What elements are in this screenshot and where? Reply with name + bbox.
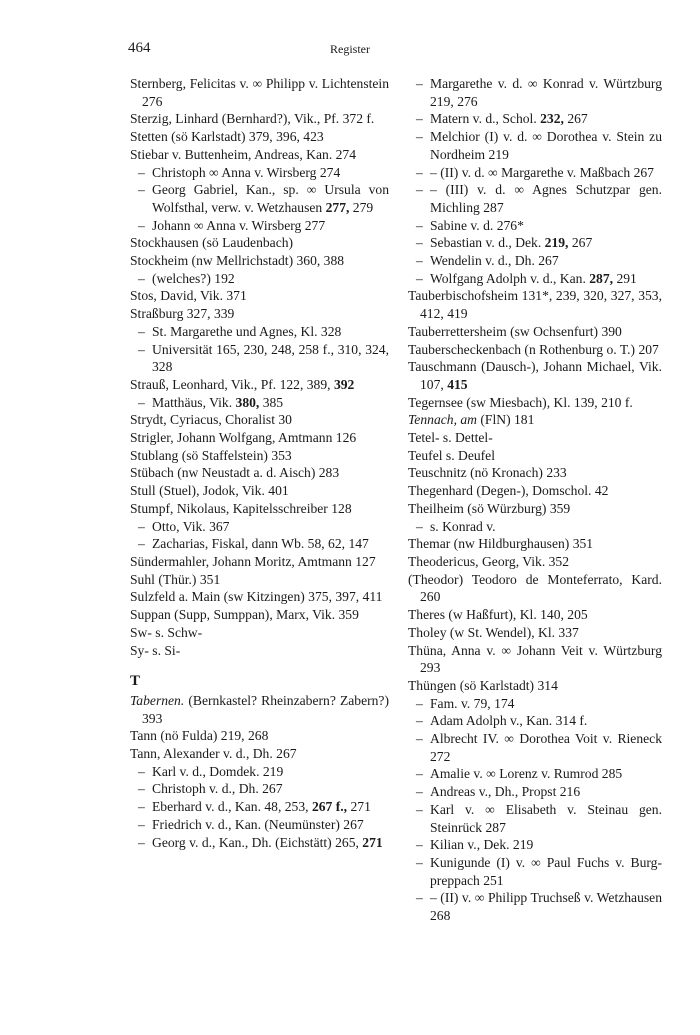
entry-text: – (II) v. d. ∞ Margarethe v. Maßbach 267 — [430, 164, 654, 180]
index-entry — [130, 727, 389, 745]
index-entry — [408, 447, 662, 465]
index-entry — [408, 429, 662, 447]
index-subentry — [130, 394, 389, 412]
bold-page-ref: 219, — [544, 235, 569, 251]
index-entry — [130, 110, 389, 128]
entry-text: (Theodor) Teodoro de Monteferrato, Kard. 260 — [408, 571, 662, 605]
entry-text: (welches?) 192 — [152, 270, 235, 286]
index-entry — [408, 642, 662, 677]
section-letter-heading — [130, 673, 389, 691]
entry-text: 267 — [568, 235, 593, 251]
entry-text: – (III) v. d. ∞ Agnes Schutzpar gen. Michling 287 — [430, 182, 662, 215]
index-entry — [408, 287, 662, 322]
entry-text: Andreas v., Dh., Propst 216 — [430, 784, 581, 800]
entry-text: Wendelin v. d., Dh. 267 — [430, 253, 559, 269]
entry-text: Tann, Alexander v. d., Dh. 267 — [130, 746, 297, 762]
index-subentry — [408, 783, 662, 801]
index-entry — [130, 287, 389, 305]
index-entry — [130, 482, 389, 500]
index-subentry — [408, 164, 662, 182]
entry-text: Tann (nö Fulda) 219, 268 — [130, 728, 269, 744]
index-entry — [408, 411, 662, 429]
entry-text: Stumpf, Nikolaus, Kapitelsschreiber 128 — [130, 500, 352, 516]
bold-page-ref: 232, — [540, 111, 564, 127]
index-column-left — [130, 75, 389, 851]
entry-text: Tholey (w St. Wendel), Kl. 337 — [408, 624, 579, 640]
index-subentry — [130, 798, 389, 816]
bold-page-ref: 267 f., — [311, 799, 348, 815]
entry-text: Stiebar v. Buttenheim, Andreas, Kan. 274 — [130, 146, 357, 162]
entry-text: Adam Adolph v., Kan. 314 f. — [430, 713, 588, 729]
index-entry — [130, 411, 389, 429]
index-entry — [130, 588, 389, 606]
entry-text: Karl v. ∞ Elisabeth v. Steinau gen. Steinrück 287 — [430, 801, 662, 835]
entry-text: Albrecht IV. ∞ Dorothea Voit v. Rieneck 272 — [430, 731, 662, 764]
entry-text: Sebastian v. d., Dek. — [430, 235, 545, 251]
index-subentry — [408, 252, 662, 270]
entry-text: Sy- s. Si- — [130, 642, 181, 658]
entry-text: Karl v. d., Domdek. 219 — [152, 763, 284, 779]
index-subentry — [130, 164, 389, 182]
entry-text: 267 — [563, 111, 588, 127]
entry-text: Theodericus, Georg, Vik. 352 — [408, 553, 570, 569]
index-entry — [130, 429, 389, 447]
index-subentry — [408, 518, 662, 536]
entry-text: Matern v. d., Schol. — [430, 111, 541, 127]
bold-page-ref: 271 — [362, 834, 383, 850]
entry-text: T — [130, 673, 141, 690]
entry-text: Straßburg 327, 339 — [130, 306, 235, 322]
index-entry — [130, 642, 389, 660]
italic-text: Tennach, am — [408, 412, 477, 428]
index-subentry — [408, 889, 662, 924]
entry-text: Sündermahler, Johann Moritz, Amtmann 127 — [130, 553, 376, 569]
entry-text: Thüngen (sö Karlstadt) 314 — [408, 677, 558, 693]
entry-text: Thegenhard (Degen-), Domschol. 42 — [408, 483, 609, 499]
index-subentry — [408, 270, 662, 288]
index-subentry — [130, 518, 389, 536]
index-entry — [408, 464, 662, 482]
entry-text: 291 — [613, 270, 637, 286]
index-subentry — [130, 270, 389, 288]
entry-text: Stull (Stuel), Jodok, Vik. 401 — [130, 483, 289, 499]
entry-text: Margarethe v. d. ∞ Konrad v. Würtzburg 219, 276 — [430, 76, 662, 109]
index-subentry — [130, 834, 389, 852]
entry-text: Thüna, Anna v. ∞ Johann Veit v. Würtzburg 293 — [408, 642, 662, 676]
entry-text: Melchior (I) v. d. ∞ Dorothea v. Stein zu Nordheim 219 — [430, 129, 662, 162]
index-entry — [408, 500, 662, 518]
index-entry — [130, 128, 389, 146]
index-subentry — [408, 217, 662, 235]
entry-text: Themar (nw Hildburghausen) 351 — [408, 536, 594, 552]
index-entry — [130, 745, 389, 763]
index-entry — [130, 447, 389, 465]
bold-page-ref: 277, — [325, 199, 350, 215]
index-subentry — [408, 765, 662, 783]
index-subentry — [408, 836, 662, 854]
entry-text: s. Konrad v. — [430, 518, 496, 534]
index-entry — [408, 358, 662, 393]
entry-text: Stockheim (nw Mellrichstadt) 360, 388 — [130, 253, 345, 269]
entry-text: Georg v. d., Kan., Dh. (Eichstätt) 265, — [152, 834, 363, 850]
entry-text: Tauberscheckenbach (n Rothenburg o. T.) 207 — [408, 341, 659, 357]
entry-text: Zacharias, Fiskal, dann Wb. 58, 62, 147 — [152, 536, 369, 552]
index-entry — [130, 624, 389, 642]
entry-text: Johann ∞ Anna v. Wirsberg 277 — [152, 217, 326, 233]
entry-text: Otto, Vik. 367 — [152, 518, 230, 534]
entry-text: Kilian v., Dek. 219 — [430, 837, 534, 853]
entry-text: Georg Gabriel, Kan., sp. ∞ Ursula von Wolfsthal, verw. v. Wetzhausen — [152, 182, 389, 215]
entry-text: Teuschnitz (nö Kronach) 233 — [408, 465, 567, 481]
entry-text: Stockhausen (sö Laudenbach) — [130, 235, 294, 251]
entry-text: Tauberbischofsheim 131*, 239, 320, 327, 353, 412, 419 — [408, 288, 662, 322]
entry-text: Christoph v. d., Dh. 267 — [152, 781, 283, 797]
index-entry — [408, 624, 662, 642]
index-entry — [408, 341, 662, 359]
index-entry — [130, 376, 389, 394]
index-subentry — [408, 110, 662, 128]
entry-text: Kunigunde (I) v. ∞ Paul Fuchs v. Burgpreppach 251 — [430, 854, 662, 888]
entry-text: Suhl (Thür.) 351 — [130, 571, 221, 587]
index-subentry — [130, 763, 389, 781]
index-entry — [130, 234, 389, 252]
entry-text: Wolfgang Adolph v. d., Kan. — [430, 270, 590, 286]
entry-text: Strigler, Johann Wolfgang, Amtmann 126 — [130, 430, 357, 446]
entry-text: Sabine v. d. 276* — [430, 217, 524, 233]
entry-text: Stübach (nw Neustadt a. d. Aisch) 283 — [130, 465, 340, 481]
entry-text: Tauschmann (Dausch-), Johann Michael, Vik. 107, — [408, 359, 662, 392]
index-subentry — [130, 181, 389, 216]
entry-text: Friedrich v. d., Kan. (Neumünster) 267 — [152, 816, 364, 832]
index-subentry — [408, 854, 662, 889]
entry-text: – (II) v. ∞ Philipp Truchseß v. Wetzhausen 268 — [430, 890, 662, 924]
italic-text: Tabernen. — [130, 692, 185, 708]
entry-text: Sulzfeld a. Main (sw Kitzingen) 375, 397, 411 — [130, 589, 383, 605]
entry-text: Sterzig, Linhard (Bernhard?), Vik., Pf. 372 f. — [130, 111, 375, 127]
entry-text: (Bernkastel? Rheinzabern? Zabern?) 393 — [142, 692, 389, 726]
index-subentry — [408, 75, 662, 110]
page-number: 464 — [128, 40, 151, 56]
index-entry — [130, 500, 389, 518]
entry-text: Tegernsee (sw Miesbach), Kl. 139, 210 f. — [408, 394, 633, 410]
entry-text: Theilheim (sö Würzburg) 359 — [408, 500, 571, 516]
index-entry — [130, 252, 389, 270]
running-head: Register — [330, 42, 370, 56]
index-entry — [408, 482, 662, 500]
index-subentry — [130, 816, 389, 834]
index-subentry — [408, 695, 662, 713]
index-entry — [408, 553, 662, 571]
index-subentry — [408, 234, 662, 252]
index-subentry — [408, 128, 662, 163]
entry-text: Universität 165, 230, 248, 258 f., 310, 324, 328 — [152, 341, 389, 375]
index-subentry — [408, 801, 662, 836]
entry-text: Matthäus, Vik. — [152, 394, 236, 410]
entry-text: Teufel s. Deufel — [408, 447, 495, 463]
entry-text: Theres (w Haßfurt), Kl. 140, 205 — [408, 607, 588, 623]
index-entry — [130, 305, 389, 323]
entry-text: Suppan (Supp, Sumppan), Marx, Vik. 359 — [130, 607, 359, 623]
index-entry — [130, 571, 389, 589]
entry-text: 271 — [347, 799, 371, 815]
entry-text: 279 — [349, 199, 374, 215]
entry-text: Sw- s. Schw- — [130, 624, 203, 640]
entry-text: Stublang (sö Staffelstein) 353 — [130, 447, 292, 463]
index-entry — [130, 692, 389, 727]
entry-text: Sternberg, Felicitas v. ∞ Philipp v. Lichtenstein 276 — [130, 76, 389, 109]
bold-page-ref: 380, — [235, 394, 260, 410]
entry-text: Strauß, Leonhard, Vik., Pf. 122, 389, — [130, 376, 334, 392]
index-subentry — [408, 712, 662, 730]
entry-text: St. Margarethe und Agnes, Kl. 328 — [152, 323, 342, 339]
entry-text: Tetel- s. Dettel- — [408, 430, 493, 446]
entry-text: Christoph ∞ Anna v. Wirsberg 274 — [152, 164, 341, 180]
entry-text: Fam. v. 79, 174 — [430, 695, 515, 711]
bold-page-ref: 287, — [589, 270, 614, 286]
index-entry — [130, 464, 389, 482]
entry-text: Tauberrettersheim (sw Ochsenfurt) 390 — [408, 323, 622, 339]
index-entry — [130, 75, 389, 110]
entry-text: Stetten (sö Karlstadt) 379, 396, 423 — [130, 129, 324, 145]
index-subentry — [130, 323, 389, 341]
index-subentry — [130, 341, 389, 376]
index-entry — [408, 394, 662, 412]
bold-page-ref: 415 — [447, 376, 468, 392]
index-entry — [130, 146, 389, 164]
index-entry — [130, 606, 389, 624]
entry-text: Amalie v. ∞ Lorenz v. Rumrod 285 — [430, 766, 623, 782]
index-entry — [408, 323, 662, 341]
index-column-right — [408, 75, 662, 925]
index-entry — [408, 535, 662, 553]
entry-text: Strydt, Cyriacus, Choralist 30 — [130, 412, 292, 428]
entry-text: (FlN) 181 — [476, 412, 535, 428]
entry-text: Stos, David, Vik. 371 — [130, 288, 247, 304]
index-subentry — [130, 535, 389, 553]
index-entry — [408, 571, 662, 606]
entry-text: 385 — [259, 394, 284, 410]
entry-text: Eberhard v. d., Kan. 48, 253, — [152, 799, 312, 815]
index-subentry — [408, 730, 662, 765]
index-entry — [130, 553, 389, 571]
index-entry — [408, 677, 662, 695]
index-entry — [408, 606, 662, 624]
index-subentry — [408, 181, 662, 216]
bold-page-ref: 392 — [333, 376, 355, 392]
index-subentry — [130, 217, 389, 235]
index-subentry — [130, 780, 389, 798]
